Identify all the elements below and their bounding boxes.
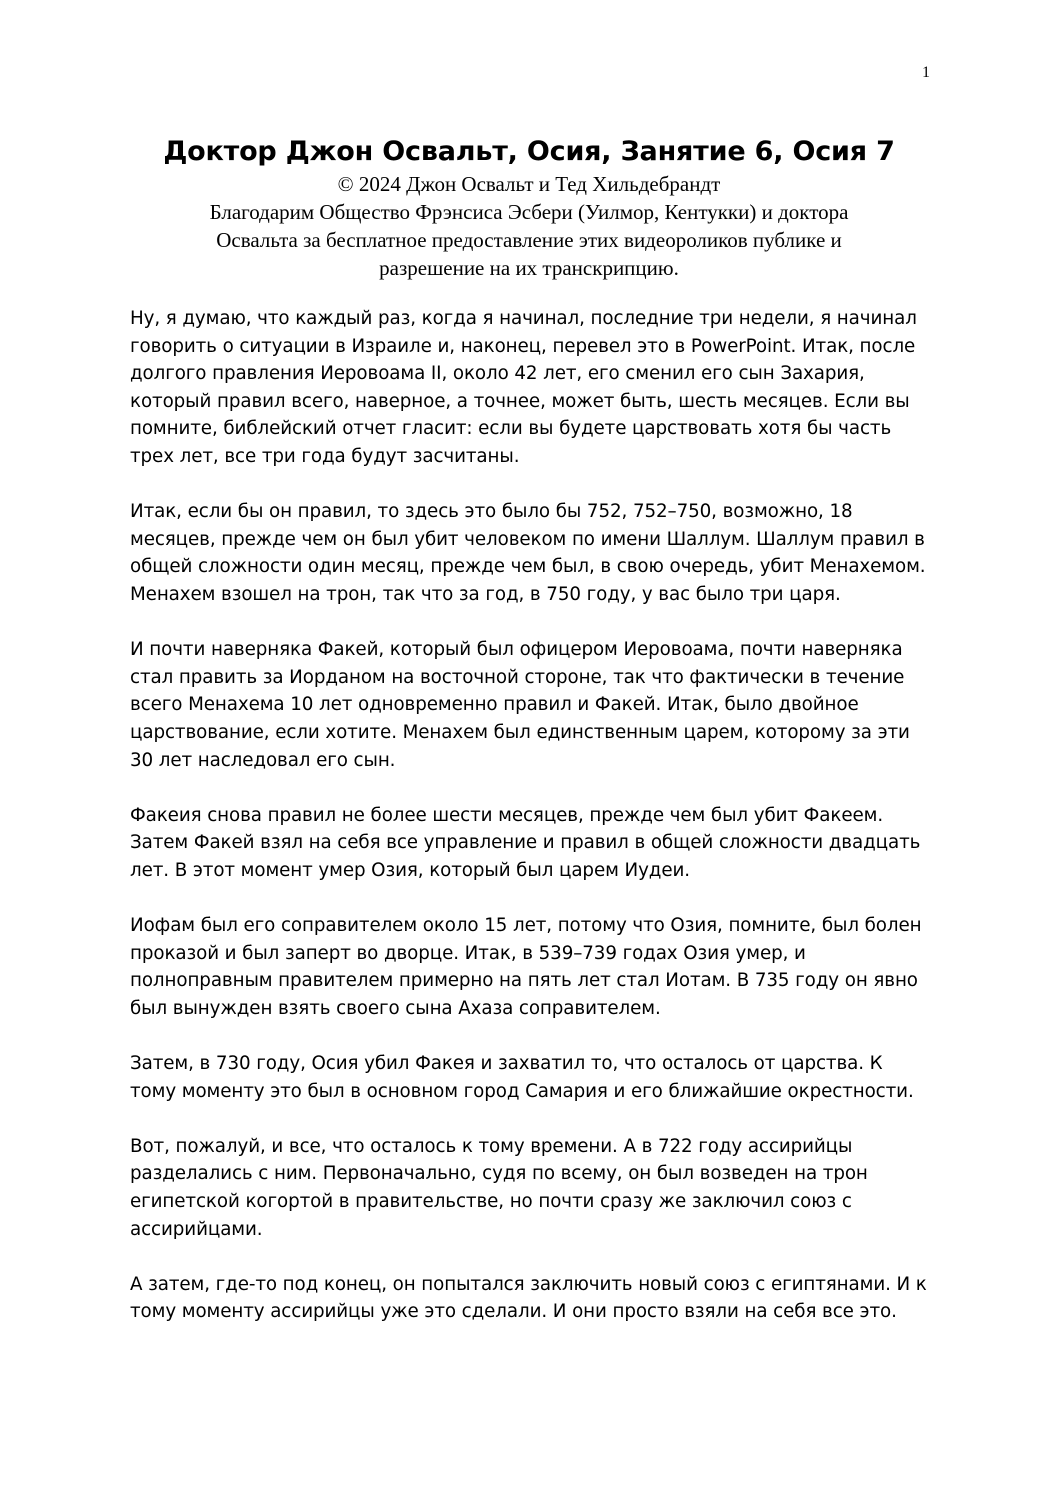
paragraph: Итак, если бы он правил, то здесь это было бы 752, 752–750, возможно, 18 месяцев, прежде чем он был убит человеком по имени Шаллум. Шаллум правил в общей сложности один месяц, прежде чем был, в свою очередь, убит Менахемом. Менахем взошел на трон, так что за год, в 750 году, у вас было три царя.	[130, 501, 926, 605]
document-header	[130, 134, 928, 282]
document-body	[130, 305, 928, 1354]
paragraph: Иофам был его соправителем около 15 лет, потому что Озия, помните, был болен проказой и был заперт во дворце. Итак, в 539–739 годах Озия умер, и полноправным правителем примерно на пять лет стал Иотам. В 735 году он явно был вынужден взять своего сына Ахаза соправителем.	[130, 915, 922, 1019]
document-title: Доктор Джон Освальт, Осия, Занятие 6, Осия 7	[163, 136, 895, 167]
paragraph: Вот, пожалуй, и все, что осталось к тому времени. А в 722 году ассирийцы разделались с ним. Первоначально, судя по всему, он был возведен на трон египетской когортой в правительстве, но почти сразу же заключил союз с ассирийцами.	[130, 1135, 868, 1240]
paragraph: Затем, в 730 году, Осия убил Факея и захватил то, что осталось от царства. К тому моменту это был в основном город Самария и его ближайшие окрестности.	[130, 1053, 914, 1102]
paragraph: А затем, где-то под конец, он попытался заключить новый союз с египтянами. И к тому моменту ассирийцы уже это сделали. И они просто взяли на себя все это.	[130, 1273, 927, 1323]
paragraph: Факеия снова правил не более шести месяцев, прежде чем был убит Факеем. Затем Факей взял на себя все управление и правил в общей сложности двадцать лет. В этот момент умер Озия, который был царем Иудеи.	[130, 804, 921, 881]
acknowledgment-text: Благодарим Общество Фрэнсиса Эсбери (Уилмор, Кентукки) и доктора Освальта за бесплатное предоставление этих видеороликов публике и разрешение на их транскрипцию.	[209, 200, 849, 280]
paragraph: И почти наверняка Факей, который был офицером Иеровоама, почти наверняка стал править за Иорданом на восточной стороне, так что фактически в течение всего Менахема 10 лет одновременно правил и Факей. Итак, было двойное царствование, если хотите. Менахем был единственным царем, которому за эти 30 лет наследовал его сын.	[130, 639, 910, 771]
copyright-line: © 2024 Джон Освальт и Тед Хильдебрандт	[337, 172, 721, 196]
paragraph: Ну, я думаю, что каждый раз, когда я начинал, последние три недели, я начинал говорить о ситуации в Израиле и, наконец, перевел это в PowerPoint. Итак, после долгого правления Иеровоама II, около 42 лет, его сменил его сын Захария, который правил всего, наверное, а точнее, может быть, шесть месяцев. Если вы помните, библейский отчет гласит: если вы будете царствовать хотя бы часть трех лет, все три года будут засчитаны.	[130, 308, 917, 467]
page-number: 1	[922, 64, 930, 81]
